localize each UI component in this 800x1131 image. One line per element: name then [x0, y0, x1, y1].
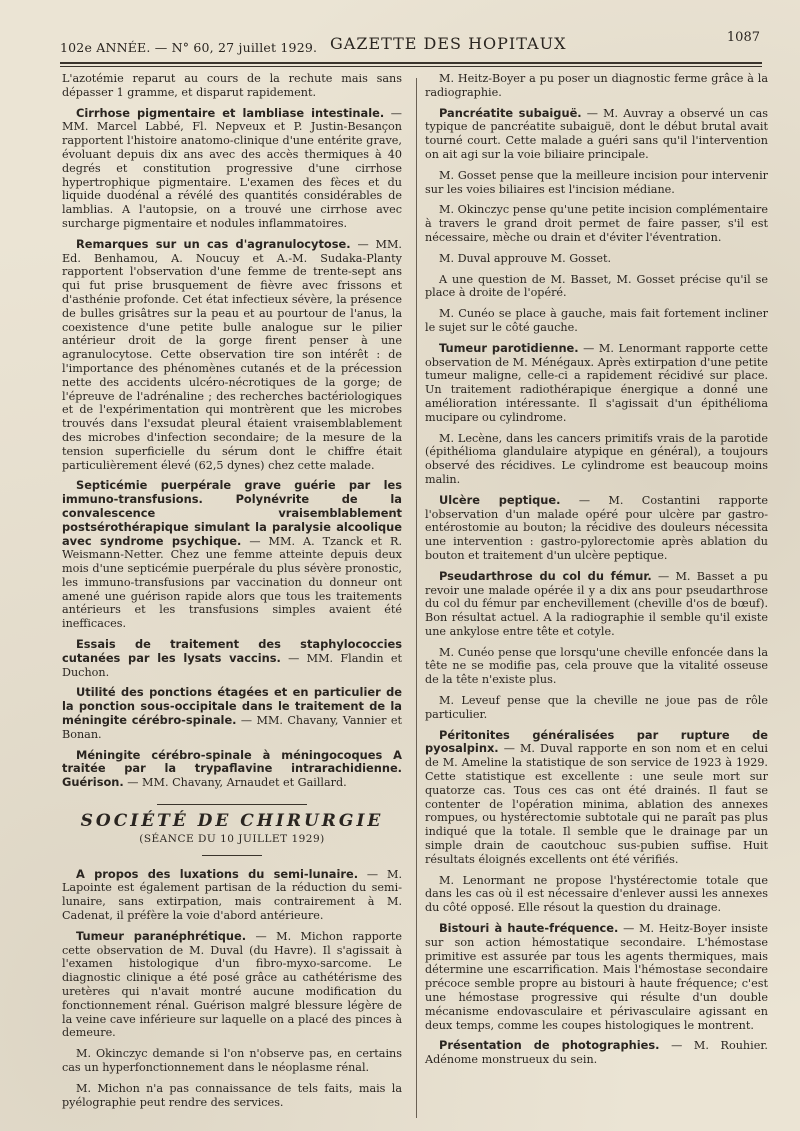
- journal-title: GAZETTE DES HOPITAUX: [330, 34, 567, 53]
- article-heading: Pseudarthrose du col du fémur.: [439, 568, 652, 583]
- article-heading: Méningite cérébro-spinale à méningocoques A traitée par la trypaflavine intrarachidienne. Guérison.: [62, 747, 402, 790]
- paragraph: [425, 1039, 768, 1067]
- article-body: — M. Lapointe est également partisan de la réduction du semi-lunaire, sans extirpation, mais contrairement à M. Cadenat, il préfère la voie d'abord antérieure.: [62, 867, 403, 923]
- paragraph: [425, 570, 768, 639]
- paragraph: [62, 638, 402, 679]
- paragraph: M. Heitz-Boyer a pu poser un diagnostic ferme grâce à la radiographie.: [425, 72, 768, 99]
- section-title: SOCIÉTÉ DE CHIRURGIE: [80, 811, 384, 832]
- left-column: [62, 72, 402, 1116]
- paragraph: [425, 922, 768, 1032]
- paragraph: [425, 494, 768, 563]
- article-body: — MM. Chavany, Vannier et Bonan.: [62, 714, 402, 741]
- article-body: — M. Basset a pu revoir une malade opérée il y a dix ans pour pseudarthrose du col du fémur par enchevillement (cheville d'os de bœuf). Bon résultat actuel. A la radiographie il semble qu'il existe une ankylose entre tête et cotyle.: [425, 569, 768, 638]
- paragraph: M. Cunéo se place à gauche, mais fait fortement incliner le sujet sur le côté gauche.: [425, 307, 768, 334]
- article-heading: Bistouri à haute-fréquence.: [439, 921, 619, 936]
- paragraph: [425, 107, 768, 162]
- paragraph: [62, 868, 402, 923]
- issue-line: 102e ANNÉE. — N° 60, 27 juillet 1929.: [60, 40, 318, 55]
- paragraph: M. Okinczyc demande si l'on n'observe pas, en certains cas un hyperfonctionnement dans le néoplasme rénal.: [62, 1047, 402, 1074]
- article-heading: Pancréatite subaiguë.: [439, 105, 582, 120]
- paragraph: M. Okinczyc pense qu'une petite incision complémentaire à travers le grand droit permet de faire passer, s'il est nécessaire, mèche ou drain et d'éviter l'éventration.: [425, 203, 768, 244]
- paragraph: M. Lecène, dans les cancers primitifs vrais de la parotide (épithélioma glandulaire atypique en général), a toujours observé des récidives. Le cylindrome est beaucoup moins malin.: [425, 431, 768, 486]
- right-column: [425, 72, 768, 1074]
- article-body: — M. Duval rapporte en son nom et en celui de M. Ameline la statistique de son service de 1923 à 1929. Cette statistique est excellente : une seule mort sur quatorze cas. Tous ces cas ont été drainés. Il faut se contenter de l'opération minima, ablation des annexes rompues, ou hystérectomie subtotale qui ne paraît pas plus indiqué que la totale. Il semble que le drainage par un simple drain de caoutchouc sus-pubien suffise. Huit résultats éloignés excellents ont été vérifiés.: [425, 742, 768, 866]
- paragraph: M. Michon n'a pas connaissance de tels faits, mais la pyélographie peut rendre des services.: [62, 1081, 402, 1109]
- paragraph: [62, 749, 402, 790]
- page-number: 1087: [726, 30, 760, 45]
- paragraph: M. Cunéo pense que lorsqu'une cheville enfoncée dans la tête ne se modifie pas, cela prouve que la vitalité osseuse de la tête n'existe plus.: [425, 645, 768, 687]
- paragraph: [62, 930, 402, 1040]
- section-header: [62, 804, 402, 856]
- paragraph: [62, 479, 402, 631]
- section-session: (SÉANCE DU 10 JUILLET 1929): [139, 832, 325, 845]
- article-body: — MM. Ed. Benhamou, A. Noucuy et A.-M. Sudaka-Planty rapportent l'observation d'une femme de trente-sept ans qui fut prise brusquement de fièvre avec frissons et d'asthénie profonde. Cet état infectieux sévère, la présence de bulles grisâtres sur la peau et au pourtour de l'anus, la coexistence d'une petite bulle analogue sur le pilier antérieur droit de la gorge firent penser à une agranulocytose. Cette observation tire son intérêt : de l'importance des phénomènes cutanés et de la précession nette des accidents ulcéro-nécrotiques de la gorge; de l'épreuve de l'adrénaline ; des recherches bactériologiques et de l'expérimentation qui montrèrent que les microbes trouvés dans l'exsudat pleural étaient vraisemblablement des microbes d'infection secondaire; de la mesure de la tension superficielle du sérum dont le chiffre était particulièrement élevé (62,5 dynes) chez cette malade.: [62, 237, 402, 472]
- article-heading: Cirrhose pigmentaire et lambliase intestinale.: [76, 105, 385, 120]
- column-divider: [416, 78, 417, 1118]
- paragraph: M. Leveuf pense que la cheville ne joue pas de rôle particulier.: [425, 694, 768, 721]
- paragraph: A une question de M. Basset, M. Gosset précise qu'il se place à droite de l'opéré.: [425, 272, 768, 300]
- article-body: — M. Costantini rapporte l'observation d'un malade opéré pour ulcère par gastro-entérostomie au bouton; la récidive des douleurs nécessita une intervention : gastro-pylorectomie après ablation du bouton et traitement d'un ulcère peptique.: [425, 493, 768, 562]
- article-heading: Utilité des ponctions étagées et en particulier de la ponction sous-occipitale dans le traitement de la méningite cérébro-spinale.: [62, 685, 402, 728]
- article-body: — MM. A. Tzanck et R. Weismann-Netter. Chez une femme atteinte depuis deux mois d'une septicémie puerpérale du plus sévère pronostic, les immuno-transfusions par vaccination du donneur ont amené une guérison rapide alors que tous les traitements antérieurs et les transfusions simples avaient été inefficaces.: [62, 534, 403, 631]
- article-heading: Remarques sur un cas d'agranulocytose.: [76, 236, 351, 251]
- section-rule: [157, 804, 307, 805]
- article-body: — M. Lenormant rapporte cette observation de M. Ménégaux. Après extirpation d'une petite tumeur maligne, celle-ci a rapidement récidivé sur place. Un traitement radiothérapique énergique a donné une amélioration intéressante. Il s'agissait d'un épithélioma mucipare ou cylindrome.: [425, 341, 768, 424]
- paragraph: [425, 729, 768, 867]
- paragraph: [62, 238, 402, 473]
- paragraph: M. Duval approuve M. Gosset.: [439, 251, 612, 265]
- article-body: — M. Rouhier. Adénome monstrueux du sein.: [425, 1039, 768, 1067]
- paragraph: L'azotémie reparut au cours de la rechute mais sans dépasser 1 gramme, et disparut rapidement.: [62, 72, 402, 99]
- article-body: — M. Michon rapporte cette observation de M. Duval (du Havre). Il s'agissait à l'examen histologique d'un fibro-myxo-sarcome. Le diagnostic clinique a été posé grâce au cathétérisme des uretères qui n'avait montré aucune modification du fonctionnement rénal. Guérison malgré blessure légère de la veine cave inférieure sur laquelle on a placé des pinces à demeure.: [62, 929, 402, 1040]
- paragraph: [62, 686, 402, 741]
- article-body: — MM. Chavany, Arnaudet et Gaillard.: [123, 776, 347, 790]
- article-body: — M. Heitz-Boyer insiste sur son action hémostatique secondaire. L'hémostase primitive est assurée par tous les agents thermiques, mais détermine une escarrification. Mais l'hémostase secondaire précoce semble propre au bistouri à haute fréquence; c'est une hémostase progressive qui résulte d'un double mécanisme endovasculaire et périvasculaire agissant en deux temps, comme les coupes histologiques le montrent.: [425, 922, 768, 1032]
- page-header: [60, 30, 760, 60]
- article-heading: Tumeur paranéphrétique.: [76, 928, 247, 943]
- article-body: — MM. Marcel Labbé, Fl. Nepveux et P. Justin-Besançon rapportent l'histoire anatomo-clinique d'une entérite grave, évoluant depuis dix ans avec des accès thermiques à 40 degrés et constitution progressive d'une cirrhose hypertrophique pigmentaire. L'examen des fèces et du liquide duodénal a révélé des quantités considérables de lamblias. A l'autopsie, on a trouvé une cirrhose avec surcharge pigmentaire et nodules inflammatoires.: [62, 106, 402, 230]
- article-heading: Essais de traitement des staphylococcies cutanées par les lysats vaccins.: [62, 637, 402, 665]
- article-body: — M. Auvray a observé un cas typique de pancréatite subaiguë, dont le début brutal avait tourné court. Cette malade a guéri sans qu'il l'intervention on ait agi sur la voie biliaire principale.: [425, 106, 769, 161]
- article-heading: Tumeur parotidienne.: [439, 340, 579, 355]
- article-heading: Péritonites généralisées par rupture de pyosalpinx.: [425, 727, 768, 756]
- paragraph: M. Gosset pense que la meilleure incision pour intervenir sur les voies biliaires est l'incision médiane.: [425, 168, 768, 196]
- paragraph: [425, 342, 768, 425]
- section-rule: [202, 855, 262, 856]
- article-heading: Septicémie puerpérale grave guérie par les immuno-transfusions. Polynévrite de la convalescence vraisemblablement postsérothérapique simulant la paralysie alcoolique avec syndrome psychique.: [62, 478, 402, 548]
- header-rule-thin: [60, 66, 762, 67]
- article-heading: A propos des luxations du semi-lunaire.: [76, 866, 359, 881]
- article-heading: Présentation de photographies.: [439, 1038, 660, 1053]
- paragraph: [62, 107, 402, 231]
- article-heading: Ulcère peptique.: [439, 492, 561, 507]
- article-body: — MM. Flandin et Duchon.: [62, 651, 402, 679]
- header-rule-thick: [60, 62, 762, 64]
- paragraph: M. Lenormant ne propose l'hystérectomie totale que dans les cas où il est nécessaire d'enlever aussi les annexes du côté opposé. Elle résout la question du drainage.: [425, 873, 768, 915]
